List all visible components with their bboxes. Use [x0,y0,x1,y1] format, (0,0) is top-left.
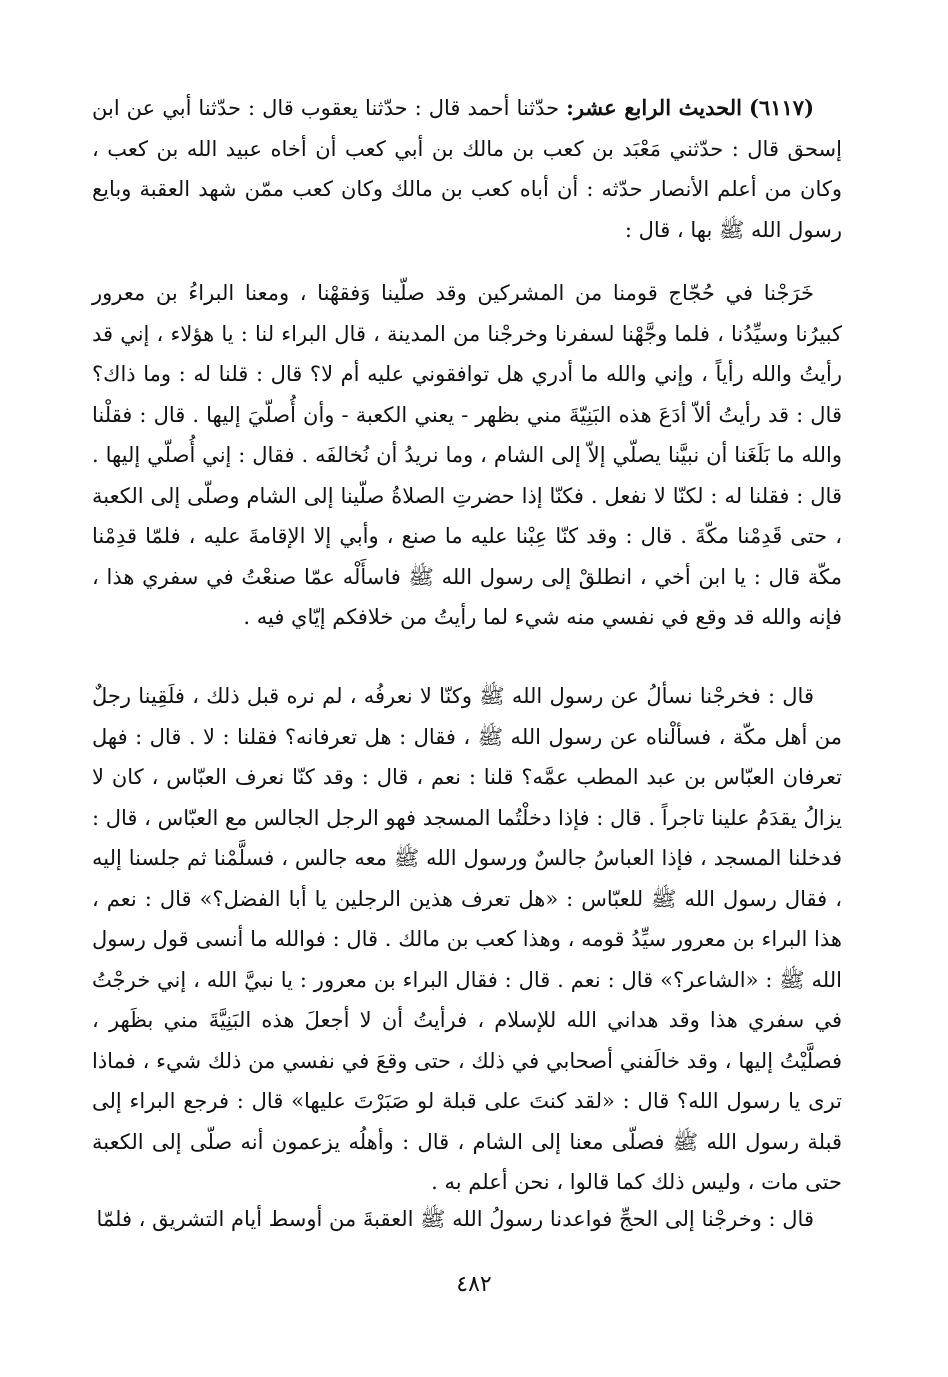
page-number: ٤٨٢ [456,1272,492,1297]
hadith-header-paragraph [92,88,842,250]
hadith-title: الحديث الرابع عشر: [566,95,742,120]
hadith-intro [92,88,842,250]
paragraph-3 [92,1199,842,1240]
hadith-number: (٦١١٧) [749,95,814,120]
paragraph-2-text: قال : فخرجْنا نسألُ عن رسول الله ﷺ وكنّا لا نعرفُه ، لم نره قبل ذلك ، فلَقِينا رجلٌ من أهل مكّة ، فسألْناه عن رسول الله ﷺ ، فقال : هل تعرفانه؟ فقلنا : لا . قال : فهل تعرفان العبّاس بن عبد المطب عمَّه؟ قلنا : نعم ، قال : وقد كنّا نعرف العبّاس ، كان لا يزالُ يقدَمُ علينا تاجراً . قال : فإذا دخلْتُما المسجد فهو الرجل الجالس مع العبّاس ، قال : فدخلنا المسجد ، فإذا العباسُ جالسٌ ورسول الله ﷺ معه جالس ، فسلَّمْنا ثم جلسنا إليه ، فقال رسول الله ﷺ للعبّاس : «هل تعرف هذين الرجلين يا أبا الفضل؟» قال : نعم ، هذا البراء بن معرور سيِّدُ قومه ، وهذا كعب بن مالك . قال : فوالله ما أنسى قول رسول الله ﷺ : «الشاعر؟» قال : نعم . قال : فقال البراء بن معرور : يا نبيَّ الله ، إني خرجْتُ في سفري هذا وقد هداني الله للإسلام ، فرأيتُ أن لا أجعلَ هذه البَنِيَّةَ مني بظَهر ، فصلَّيْتُ إليها ، وقد خالَفني أصحابي في ذلك ، حتى وقعَ في نفسي من ذلك شيء ، فماذا ترى يا رسول الله؟ قال : «لقد كنتَ على قبلة لو صَبَرْتَ عليها» قال : فرجع البراء إلى قبلة رسول الله ﷺ فصلّى معنا إلى الشام ، قال : وأهلُه يزعمون أنه صلّى إلى الكعبة حتى مات ، وليس ذلك كما قالوا ، نحن أعلم به . [92,684,842,1194]
paragraph-1 [92,273,842,638]
paragraph-3-text: قال : وخرجْنا إلى الحجِّ فواعدنا رسولُ الله ﷺ العقبةَ من أوسط أيام التشريق ، فلمّا [96,1207,814,1231]
hadith-isnad: حدّثنا أحمد قال : حدّثنا يعقوب قال : حدّثنا أبي عن ابن إسحق قال : حدّثني مَعْبَد بن كعب بن مالك بن أبي كعب أن أخاه عبيد الله بن كعب ، وكان من أعلم الأنصار حدّثه : أن أباه كعب بن مالك وكان كعب ممّن شهد العقبة وبايع رسول الله ﷺ بها ، قال : [92,96,842,242]
paragraph-2 [92,676,842,1203]
paragraph-1-text: خَرَجْنا في حُجّاج قومنا من المشركين وقد صلّينا وَفقهْنا ، ومعنا البراءُ بن معرور كبيرُنا وسيِّدُنا ، فلما وجَّهْنا لسفرنا وخرجْنا من المدينة ، قال البراء لنا : يا هؤلاء ، إني قد رأيتُ والله رأياً ، وإني والله ما أدري هل توافقوني عليه أم لا؟ قال : قلنا له : وما ذاك؟ قال : قد رأيتُ ألاّ أدَعَ هذه البَنِيّةَ مني بظهر - يعني الكعبة - وأن أُصلّيَ إليها . قال : فقلْنا والله ما بَلَغَنا أن نبيَّنا يصلّي إلاّ إلى الشام ، وما نريدُ أن نُخالفَه . فقال : إني أُصلّي إليها . قال : فقلنا له : لكنّا لا نفعل . فكنّا إذا حضرتِ الصلاةُ صلّينا إلى الشام وصلّى إلى الكعبة ، حتى قَدِمْنا مكّةَ . قال : وقد كنّا عِبْنا عليه ما صنع ، وأبي إلا الإقامةَ عليه ، فلمّا قدِمْنا مكّة قال : يا ابن أخي ، انطلقْ إلى رسول الله ﷺ فاسأَلْه عمّا صنعْتُ في سفري هذا ، فإنه والله قد وقع في نفسي منه شيء لما رأيتُ من خلافكم إيّاي فيه . [92,281,842,629]
